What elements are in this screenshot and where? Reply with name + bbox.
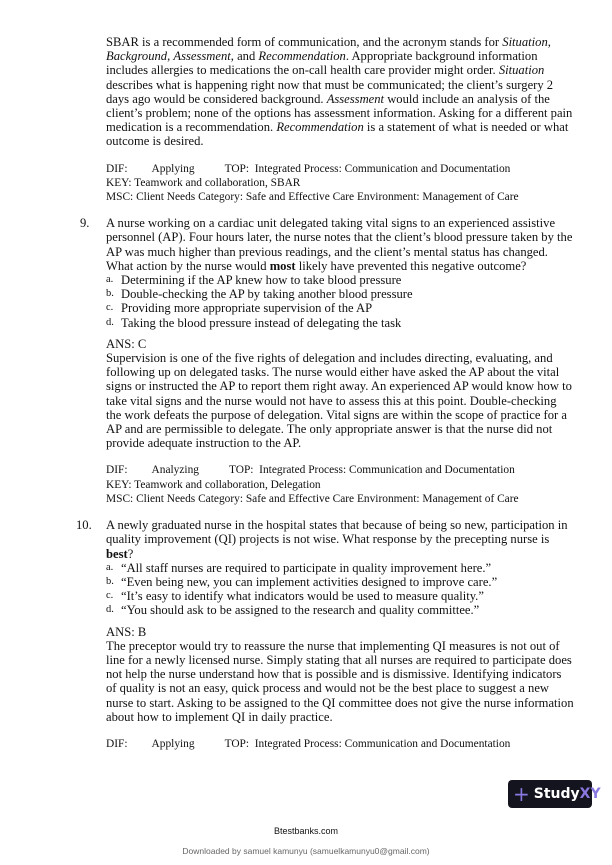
rationale: Supervision is one of the five rights of delegation and includes directing, evaluating, and following up on delegated tasks. The nurse would either have asked the AP about the vital signs or instructed the AP to report them right away. An experienced AP would know how to take vital signs and the nurse would not have to assess this at this point. Double-checking the work defeats the purpose of delegation. Vital signs are within the scope of practice for a AP and are permissible to delegate. The only appropriate answer is that the nurse did not provide adequate instruction to the AP. [106, 351, 572, 451]
q9-meta [106, 463, 574, 506]
document-body [76, 35, 574, 751]
options [106, 561, 574, 618]
top-label: TOP: [224, 162, 250, 175]
question-number: 10. [76, 518, 92, 533]
option-b [106, 575, 574, 589]
dif-label: DIF: [106, 162, 128, 175]
options [106, 273, 574, 330]
option-text: “It’s easy to identify what indicators would be used to measure quality.” [121, 589, 484, 604]
q10-meta [106, 737, 574, 751]
top-label: TOP: [224, 737, 250, 750]
option-text: Providing more appropriate supervision of the AP [121, 301, 373, 316]
option-c [106, 301, 574, 315]
option-text: Determining if the AP knew how to take blood pressure [121, 273, 402, 288]
dif-label: DIF: [106, 464, 128, 477]
option-letter: b. [106, 575, 114, 587]
question-stem [106, 518, 574, 561]
key-line: KEY: Teamwork and collaboration, Delegation [106, 478, 321, 491]
studyxy-badge[interactable] [508, 780, 601, 808]
text-run: Background [106, 49, 168, 64]
msc-line: MSC: Client Needs Category: Safe and Effective Care Environment: Management of Care [106, 191, 519, 204]
text-run: best [106, 546, 128, 561]
text-run: ? [127, 546, 134, 561]
option-letter: c. [106, 590, 114, 602]
dif-value: Analyzing [151, 464, 199, 477]
option-a [106, 273, 574, 287]
option-letter: d. [106, 316, 114, 328]
option-letter: a. [106, 274, 114, 286]
footer-site: Btestbanks.com [273, 826, 339, 836]
dif-value: Applying [151, 737, 195, 750]
option-a [106, 561, 574, 575]
msc-line: MSC: Client Needs Category: Safe and Effective Care Environment: Management of Care [106, 492, 519, 505]
text-run: is a statement of what is needed or what outcome is desired. [106, 120, 569, 149]
option-text: “You should ask to be assigned to the research and quality committee.” [121, 603, 480, 618]
text-run: Assessment [326, 91, 385, 106]
option-letter: c. [106, 302, 114, 314]
text-run: Assessment [173, 49, 231, 64]
key-line: KEY: Teamwork and collaboration, SBAR [106, 176, 301, 189]
text-run: Situation [498, 63, 545, 78]
option-text: Double-checking the AP by taking another blood pressure [121, 287, 413, 302]
text-run: Situation [502, 35, 548, 49]
question-10 [76, 518, 574, 724]
top-label: TOP: [228, 464, 254, 477]
question-number: 9. [80, 216, 90, 231]
plus-icon: + [513, 782, 530, 806]
text-run: SBAR is a recommended form of communication, and the acronym stands for [106, 35, 503, 49]
option-b [106, 287, 574, 301]
option-text: “All staff nurses are required to participate in quality improvement here.” [121, 560, 492, 575]
option-letter: a. [106, 561, 114, 573]
text-run: A nurse working on a cardiac unit delegated taking vital signs to an experienced assistive personnel (AP). Four hours later, the nurse notes that the client’s blood pressure taken by the AP was much higher than previous readings, and the client’s mental status has changed. What action by the nurse would [106, 216, 573, 273]
text-run: , [547, 35, 551, 49]
text-run: would include an analysis of the client’s problem; none of the options has assessment information. Asking for a different pain medication is a recommendation. [106, 91, 573, 135]
top-value: Integrated Process: Communication and Documentation [259, 464, 515, 477]
option-letter: d. [106, 604, 114, 616]
answer: ANS: C [106, 336, 147, 351]
option-text: Taking the blood pressure instead of delegating the task [121, 315, 402, 330]
q8-rationale [106, 35, 574, 149]
footer-download: Downloaded by samuel kamunyu (samuelkamunyu0@gmail.com) [182, 846, 430, 856]
text-run: , and [230, 49, 259, 64]
text-run: most [269, 258, 296, 273]
q8-meta [106, 162, 574, 205]
option-d [106, 603, 574, 617]
text-run: , [167, 49, 174, 64]
top-value: Integrated Process: Communication and Documentation [254, 737, 511, 750]
answer: ANS: B [106, 624, 147, 639]
option-d [106, 316, 574, 330]
dif-label: DIF: [106, 737, 128, 750]
rationale: The preceptor would try to reassure the nurse that implementing QI measures is not out of line for a newly licensed nurse. Simply stating that all nurses are required to participate does not help the nurse understand how that is possible and is dismissive. Identifying indicators of quality is not an easy, quick process and would not be the best place to suggest a new nurse to start. Asking to be assigned to the QI committee does not give the nurse information about how to implement QI in daily practice. [106, 638, 574, 724]
text-run: describes what is happening right now that must be communicated; the client’s surgery 2 days ago would be considered background. [106, 77, 554, 106]
question-stem [106, 216, 574, 273]
question-9 [80, 216, 574, 451]
text-run: likely have prevented this negative outcome? [295, 258, 527, 273]
option-letter: b. [106, 288, 114, 300]
text-run: . Appropriate background information includes allergies to medications the on-call health care provider might order. [106, 49, 538, 78]
badge-study: Study [533, 786, 580, 802]
text-run: Recommendation [258, 49, 346, 64]
top-value: Integrated Process: Communication and Documentation [254, 162, 511, 175]
dif-value: Applying [151, 162, 195, 175]
option-text: “Even being new, you can implement activities designed to improve care.” [121, 574, 498, 589]
text-run: A newly graduated nurse in the hospital states that because of being so new, participation in quality improvement (QI) projects is not wise. What response by the precepting nurse is [106, 518, 568, 547]
badge-xy: XY [579, 786, 601, 802]
option-c [106, 589, 574, 603]
text-run: Recommendation [276, 120, 364, 135]
